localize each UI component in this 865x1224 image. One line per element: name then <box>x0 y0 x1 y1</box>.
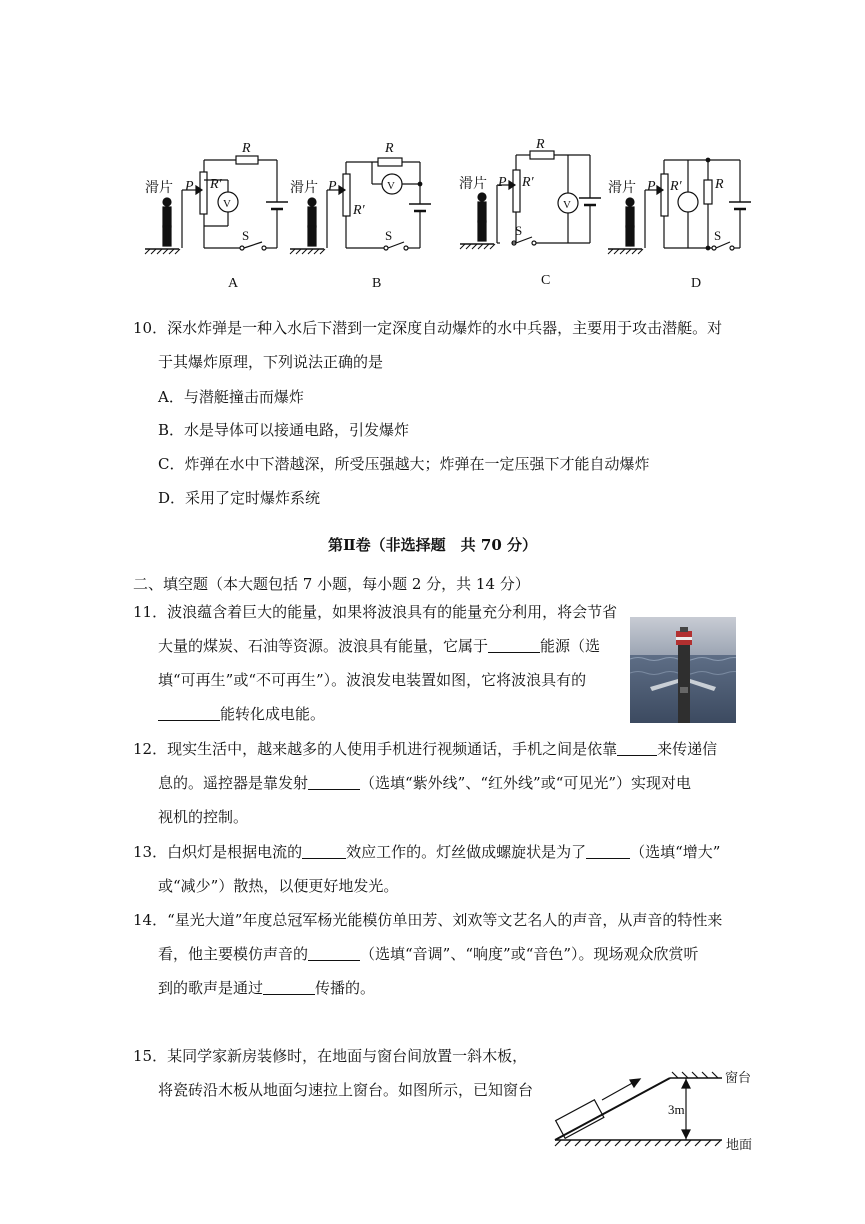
wave-generator-illustration <box>630 617 736 723</box>
p-label: P <box>328 179 337 194</box>
s-label: S <box>515 223 523 238</box>
s-label: S <box>714 228 722 243</box>
slider-label: 滑片 <box>459 177 487 192</box>
q12-line2: 息的。遥控器是靠发射 （选填“紫外线”、“红外线”或“可见光”）实现对电 <box>158 774 692 792</box>
answer-blank[interactable] <box>586 844 630 859</box>
q10-option-c: C．炸弹在水中下潜越深，所受压强越大；炸弹在一定压强下才能自动爆炸 <box>158 455 650 473</box>
circuit-diagrams <box>0 0 865 300</box>
v-label: V <box>563 199 571 211</box>
q10-option-d: D．采用了定时爆炸系统 <box>158 489 321 507</box>
r-label: R <box>242 141 251 156</box>
q10-option-b: B．水是导体可以接通电路，引发爆炸 <box>158 421 410 439</box>
rprime-label: R′ <box>522 175 534 190</box>
q13-line2: 或“减少”）散热，以便更好地发光。 <box>158 877 399 895</box>
option-a: A <box>228 276 239 291</box>
v-label: V <box>387 180 395 192</box>
q12-line1: 12．现实生活中，越来越多的人使用手机进行视频通话，手机之间是依靠 来传递信 <box>133 740 718 758</box>
option-c: C <box>541 273 551 288</box>
section-heading: 二、填空题（本大题包括 7 小题，每小题 2 分，共 14 分） <box>133 575 530 593</box>
r-label: R <box>536 137 545 152</box>
answer-blank[interactable] <box>158 706 220 721</box>
answer-blank[interactable] <box>302 844 346 859</box>
answer-blank[interactable] <box>488 638 540 653</box>
q11-line4: 能转化成电能。 <box>158 704 325 724</box>
slider-label: 滑片 <box>290 181 318 196</box>
q13-line1: 13．白炽灯是根据电流的 效应工作的。灯丝做成螺旋状是为了 （选填“增大” <box>133 843 721 861</box>
circuit-a-labels <box>145 141 251 291</box>
p-label: P <box>647 179 656 194</box>
s-label: S <box>385 228 393 243</box>
v-label: V <box>223 198 231 210</box>
r-label: R <box>715 177 724 192</box>
p-label: P <box>185 179 194 194</box>
q11-line3: 填“可再生”或“不可再生”）。波浪发电装置如图，它将波浪具有的 <box>158 671 587 689</box>
q15-line1: 15．某同学家新房装修时，在地面与窗台间放置一斜木板， <box>133 1047 528 1065</box>
q10-option-a: A．与潜艇撞击而爆炸 <box>158 388 304 406</box>
q11-line1: 11．波浪蕴含着巨大的能量，如果将波浪具有的能量充分利用，将会节省 <box>133 603 618 621</box>
circuit-a <box>145 156 288 254</box>
q10-stem-line2: 于其爆炸原理，下列说法正确的是 <box>158 353 384 371</box>
slider-label: 滑片 <box>608 181 636 196</box>
answer-blank[interactable] <box>617 741 657 756</box>
wave-generator-photo <box>630 617 736 723</box>
q10-stem-line1: 10．深水炸弹是一种入水后下潜到一定深度自动爆炸的水中兵器，主要用于攻击潜艇。对 <box>133 319 723 337</box>
q15-line2: 将瓷砖沿木板从地面匀速拉上窗台。如图所示，已知窗台 <box>158 1081 534 1099</box>
rprime-label: R′ <box>670 179 682 194</box>
q14-line2: 看，他主要模仿声音的 （选填“音调”、“响度”或“音色”）。现场观众欣赏听 <box>158 945 699 963</box>
p-label: P <box>498 175 507 190</box>
s-label: S <box>242 228 250 243</box>
option-b: B <box>372 276 382 291</box>
q12-line3: 视机的控制。 <box>158 808 249 826</box>
r-label: R <box>385 141 394 156</box>
circuit-c <box>460 151 601 249</box>
answer-blank[interactable] <box>308 775 360 790</box>
section-title: 第Ⅱ卷（非选择题 共 70 分） <box>328 536 537 554</box>
answer-blank[interactable] <box>263 980 315 995</box>
rprime-label: R′ <box>353 203 365 218</box>
window-sill-label: 窗台 <box>725 1070 752 1085</box>
circuit-d <box>608 158 751 254</box>
incline-diagram <box>540 1058 780 1168</box>
slider-label: 滑片 <box>145 181 173 196</box>
ground-label: 地面 <box>726 1137 753 1152</box>
rprime-label: R′ <box>210 177 222 192</box>
answer-blank[interactable] <box>308 946 360 961</box>
q14-line1: 14．“星光大道”年度总冠军杨光能模仿单田芳、刘欢等文艺名人的声音，从声音的特性来 <box>133 911 723 929</box>
height-label: 3m <box>668 1102 685 1117</box>
q11-line2: 大量的煤炭、石油等资源。波浪具有能量，它属于 能源（选 <box>158 637 601 655</box>
option-d: D <box>691 276 702 291</box>
q14-line3: 到的歌声是通过 传播的。 <box>158 979 376 997</box>
